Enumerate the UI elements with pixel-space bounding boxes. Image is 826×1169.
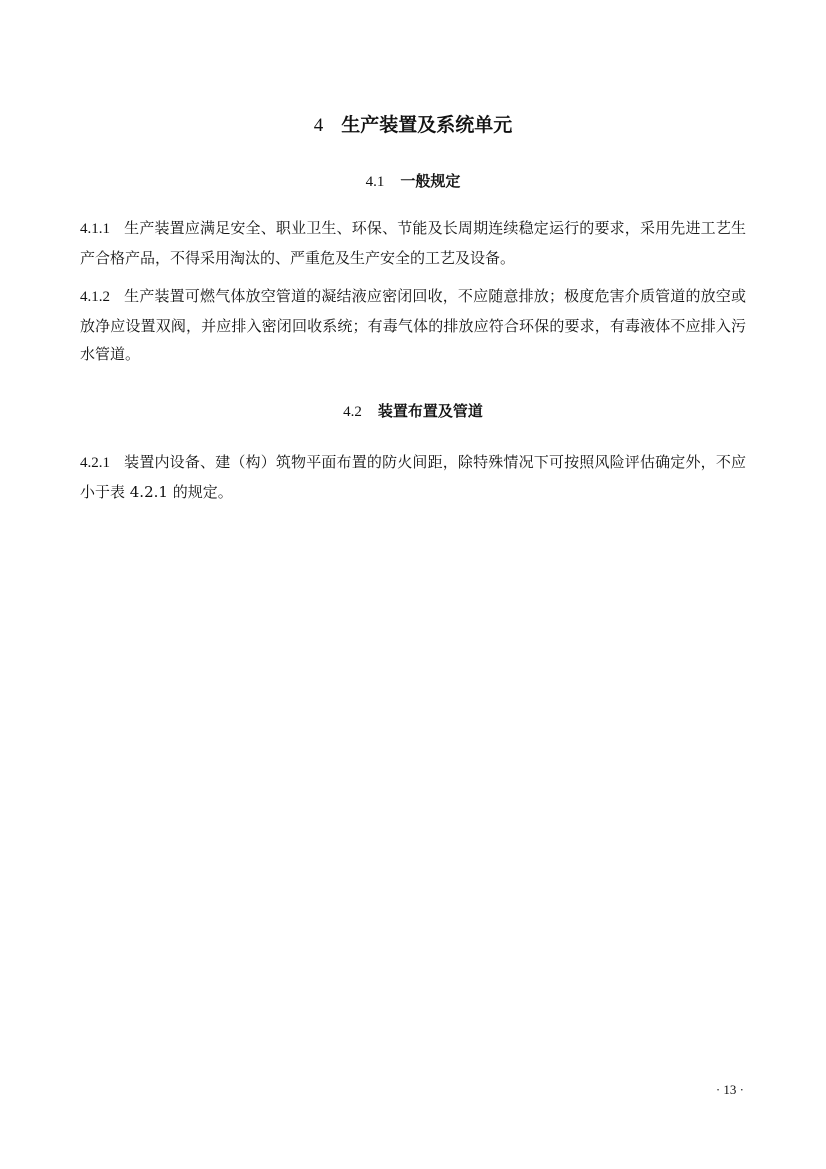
clause-text: 生产装置应满足安全、职业卫生、环保、节能及长周期连续稳定运行的要求，采用先进工艺生产合格产品，不得采用淘汰的、严重危及生产安全的工艺及设备。 xyxy=(80,219,746,267)
chapter-title xyxy=(0,110,826,137)
clause-number: 4.2.1 xyxy=(80,455,110,471)
clause-4-1-2 xyxy=(80,282,746,369)
clause-text: 生产装置可燃气体放空管道的凝结液应密闭回收，不应随意排放；极度危害介质管道的放空或放净应设置双阀，并应排入密闭回收系统；有毒气体的排放应符合环保的要求，有毒液体不应排入污水管道。 xyxy=(80,287,746,363)
clause-4-1-1 xyxy=(80,214,746,272)
clause-number: 4.1.2 xyxy=(80,289,110,305)
clause-text: 装置内设备、建（构）筑物平面布置的防火间距，除特殊情况下可按照风险评估确定外，不应小于表 4.2.1 的规定。 xyxy=(80,453,746,501)
clause-4-2-1 xyxy=(80,448,746,506)
section-title-text: 一般规定 xyxy=(400,172,461,190)
section-number: 4.2 xyxy=(343,404,362,420)
section-title-4-2 xyxy=(0,400,826,421)
page-number: · 13 · xyxy=(715,1082,744,1097)
chapter-title-text: 生产装置及系统单元 xyxy=(341,114,513,136)
section-title-4-1 xyxy=(0,170,826,191)
section-number: 4.1 xyxy=(365,174,385,190)
chapter-number: 4 xyxy=(313,115,324,136)
section-title-text: 装置布置及管道 xyxy=(377,402,483,420)
clause-number: 4.1.1 xyxy=(80,221,110,237)
